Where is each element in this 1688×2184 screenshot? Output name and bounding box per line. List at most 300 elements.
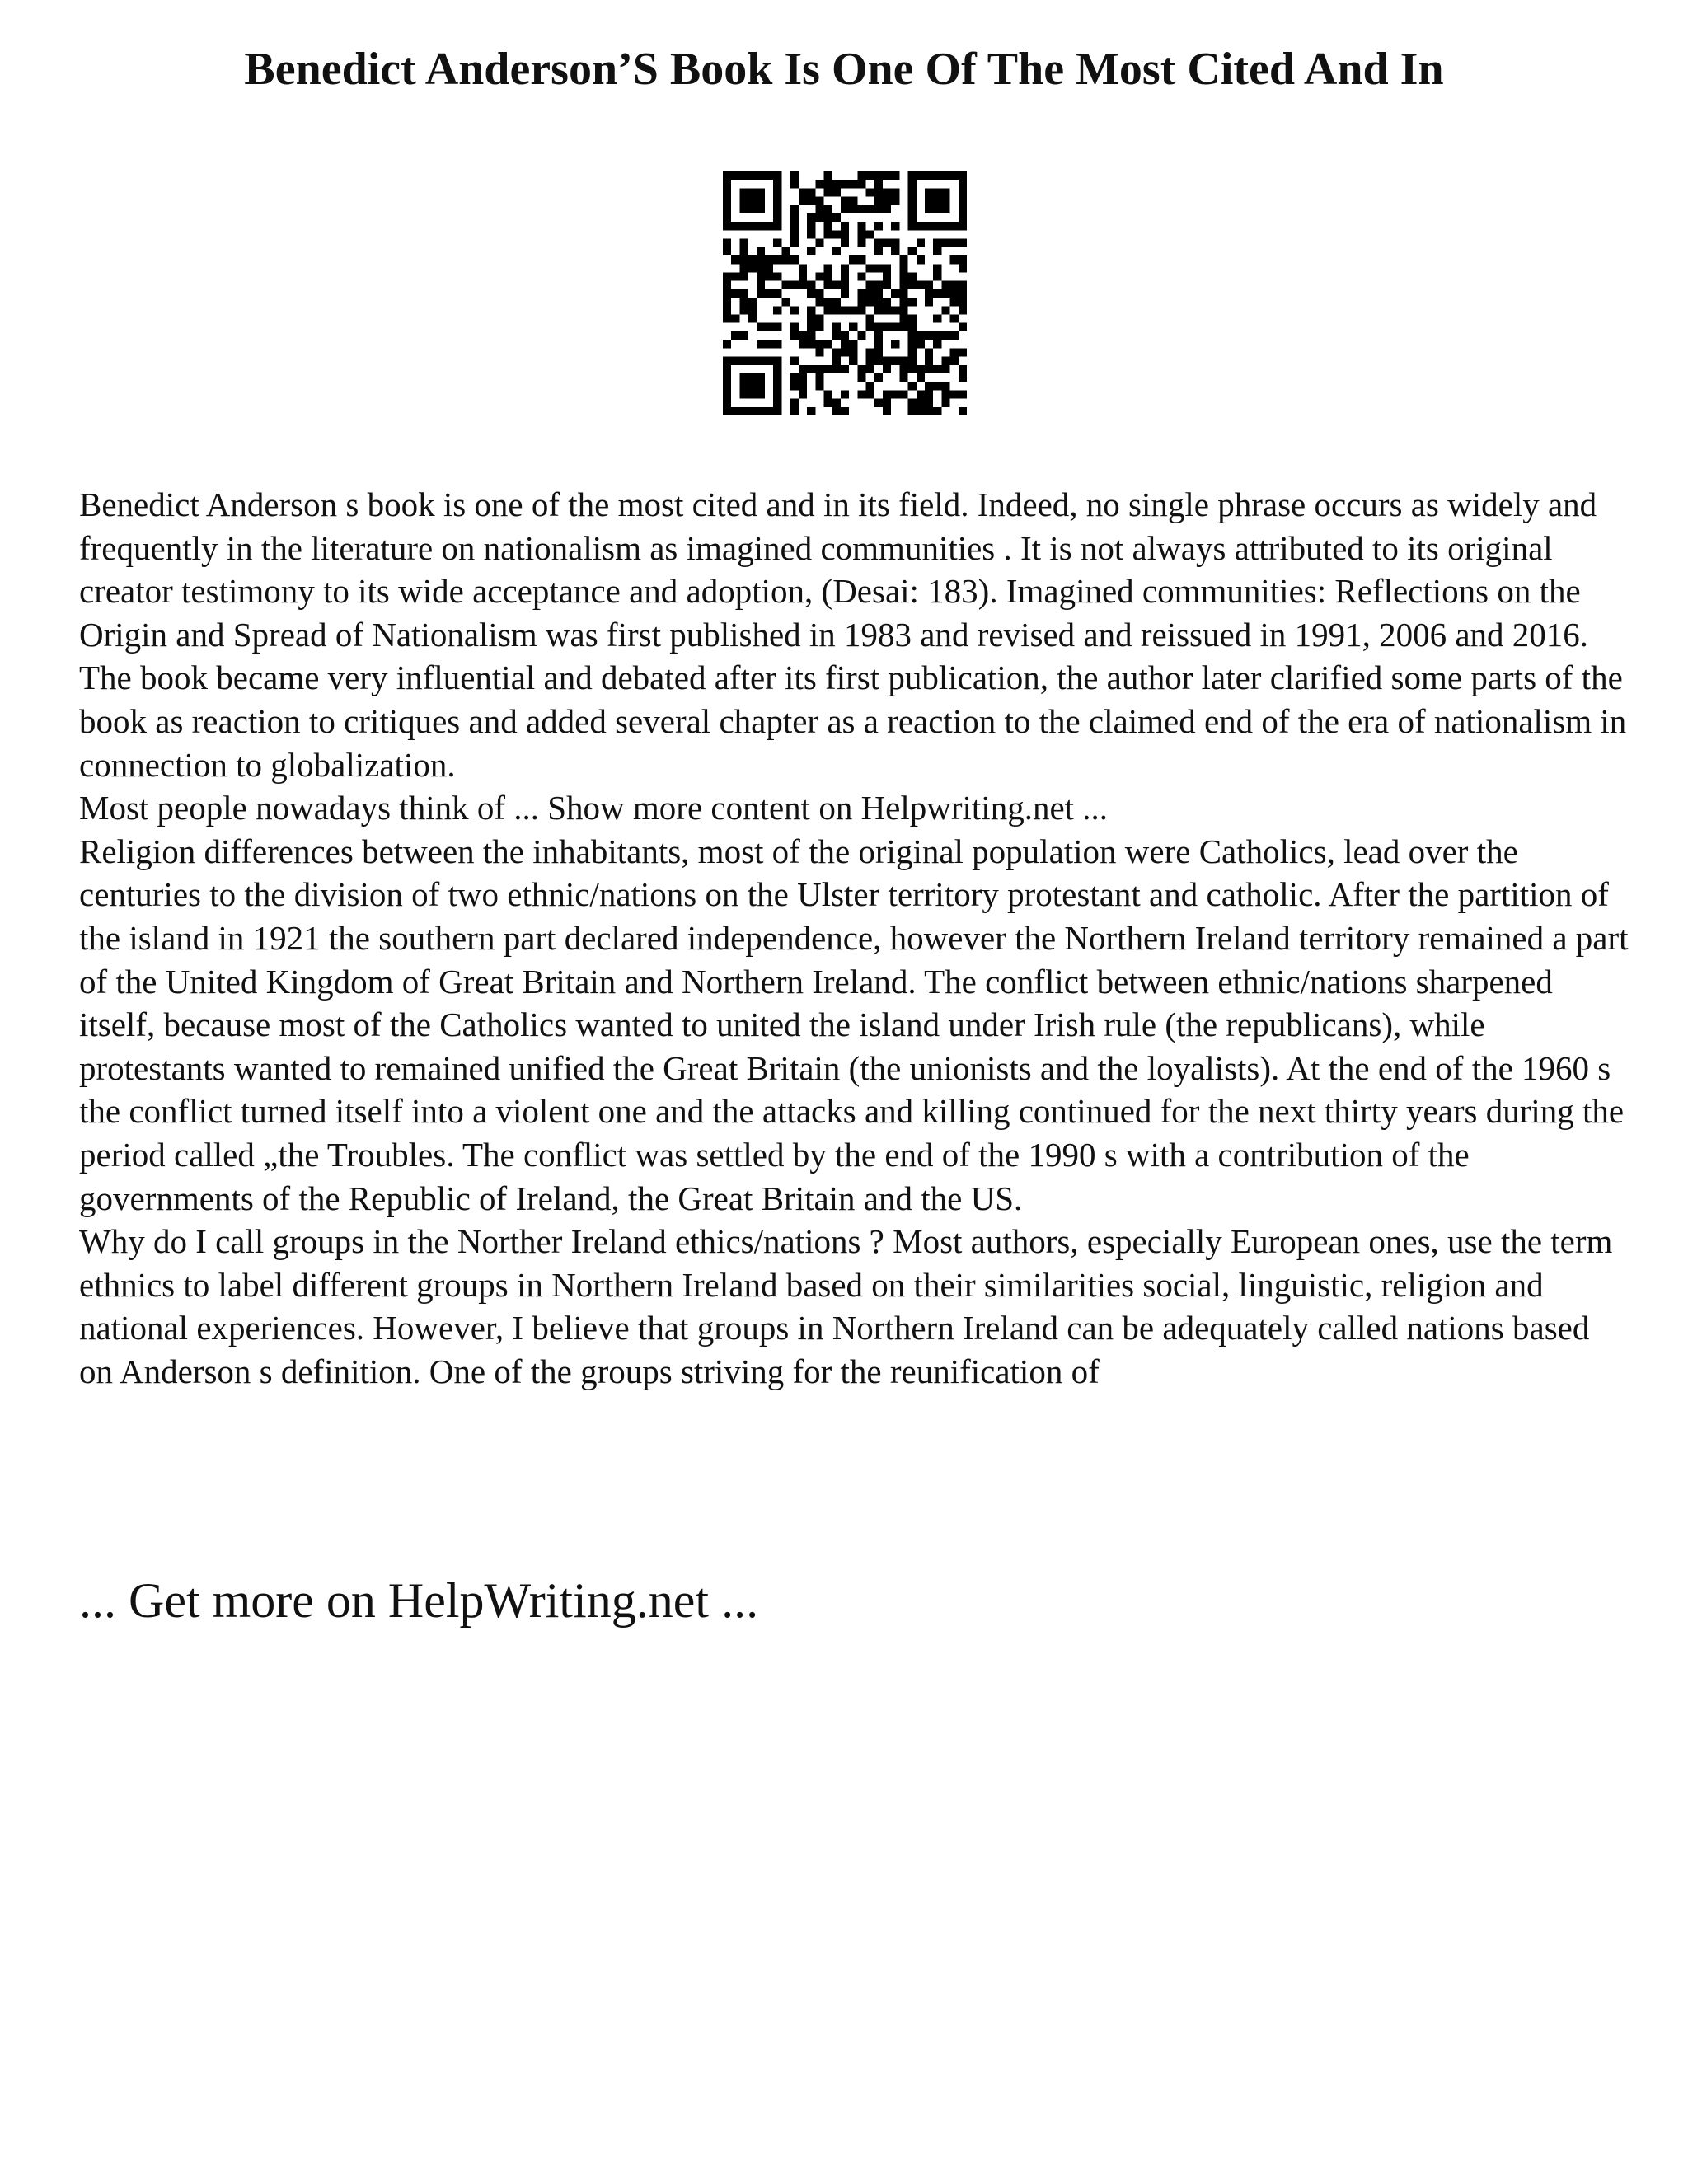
qr-module [723, 197, 731, 205]
qr-module [933, 315, 941, 323]
qr-module [723, 306, 731, 314]
qr-module [959, 323, 967, 331]
qr-module [723, 239, 731, 247]
qr-module [739, 197, 748, 205]
paragraph-2-teaser-link[interactable]: Most people nowadays think of ... Show more content on Helpwriting.net ... [79, 789, 1109, 827]
qr-module [815, 348, 823, 356]
qr-module [815, 323, 823, 331]
qr-module [757, 281, 765, 289]
qr-module [933, 407, 941, 415]
qr-module [950, 255, 959, 264]
qr-module [807, 340, 815, 348]
qr-module [781, 247, 790, 255]
qr-module [773, 306, 781, 314]
qr-module [908, 213, 917, 222]
qr-module [815, 298, 823, 306]
qr-module [933, 365, 941, 373]
qr-module [748, 298, 757, 306]
qr-module [899, 315, 907, 323]
document-title: Benedict Anderson’S Book Is One Of The Most Cited And In [244, 44, 1444, 95]
qr-module [899, 281, 907, 289]
qr-module [739, 298, 748, 306]
qr-module [739, 205, 748, 213]
qr-module [899, 272, 907, 280]
qr-module [866, 264, 874, 272]
qr-module [899, 373, 907, 382]
qr-module [925, 382, 933, 390]
qr-module [941, 281, 950, 289]
qr-module [841, 197, 849, 205]
qr-module [959, 171, 967, 180]
qr-module [815, 365, 823, 373]
qr-module [765, 357, 773, 365]
qr-module [773, 357, 781, 365]
qr-module [941, 289, 950, 298]
qr-module [891, 197, 899, 205]
qr-module [874, 281, 883, 289]
qr-module [757, 382, 765, 390]
qr-module [883, 365, 891, 373]
qr-module [765, 272, 773, 280]
qr-module [874, 323, 883, 331]
qr-module [765, 340, 773, 348]
qr-module [723, 365, 731, 373]
qr-module [832, 365, 841, 373]
qr-module [857, 331, 865, 340]
qr-module [731, 222, 739, 230]
qr-module [799, 281, 807, 289]
qr-module [959, 197, 967, 205]
qr-module [799, 331, 807, 340]
qr-module [941, 331, 950, 340]
qr-module [933, 247, 941, 255]
qr-module [723, 390, 731, 398]
qr-module [959, 205, 967, 213]
qr-module [941, 365, 950, 373]
qr-module [823, 390, 832, 398]
qr-module [925, 365, 933, 373]
qr-module [841, 230, 849, 238]
qr-module [925, 390, 933, 398]
qr-module [723, 340, 731, 348]
qr-module [857, 390, 865, 398]
qr-module [748, 188, 757, 196]
qr-module [773, 188, 781, 196]
qr-module [832, 306, 841, 314]
qr-module [773, 213, 781, 222]
qr-module [857, 298, 865, 306]
qr-module [874, 289, 883, 298]
qr-module [908, 188, 917, 196]
qr-module [748, 390, 757, 398]
qr-module [823, 298, 832, 306]
qr-module [823, 188, 832, 196]
qr-module [891, 188, 899, 196]
qr-module [857, 222, 865, 230]
qr-module [823, 340, 832, 348]
qr-module [773, 239, 781, 247]
qr-module [891, 222, 899, 230]
qr-module [823, 399, 832, 407]
qr-module [866, 315, 874, 323]
qr-module [841, 272, 849, 280]
qr-module [857, 255, 865, 264]
qr-module [739, 272, 748, 280]
qr-module [748, 373, 757, 382]
qr-module [908, 348, 917, 356]
qr-module [908, 222, 917, 230]
qr-module [950, 298, 959, 306]
qr-module [891, 357, 899, 365]
qr-module [739, 407, 748, 415]
qr-module [815, 239, 823, 247]
qr-module [883, 306, 891, 314]
qr-module [933, 340, 941, 348]
qr-module [959, 264, 967, 272]
qr-module [925, 197, 933, 205]
qr-module [841, 281, 849, 289]
qr-module [757, 289, 765, 298]
qr-module [933, 289, 941, 298]
qr-module [773, 205, 781, 213]
qr-module [857, 239, 865, 247]
qr-module [799, 197, 807, 205]
qr-module [773, 197, 781, 205]
qr-module [807, 407, 815, 415]
qr-module [891, 390, 899, 398]
qr-module [790, 171, 799, 180]
qr-module [849, 180, 857, 188]
qr-module [891, 306, 899, 314]
qr-module [874, 399, 883, 407]
qr-module [731, 272, 739, 280]
qr-module [757, 264, 765, 272]
qr-module [849, 255, 857, 264]
qr-module [841, 239, 849, 247]
qr-module [765, 171, 773, 180]
qr-module [917, 373, 925, 382]
qr-module [908, 281, 917, 289]
qr-module [908, 382, 917, 390]
qr-module [941, 399, 950, 407]
qr-module [815, 272, 823, 280]
qr-module [841, 407, 849, 415]
qr-module [731, 357, 739, 365]
qr-module [841, 205, 849, 213]
qr-module [866, 390, 874, 398]
qr-module [883, 188, 891, 196]
qr-module [757, 323, 765, 331]
qr-module [857, 365, 865, 373]
qr-module [823, 213, 832, 222]
qr-module [883, 281, 891, 289]
qr-module [959, 365, 967, 373]
qr-module [832, 188, 841, 196]
qr-module [857, 373, 865, 382]
qr-module [925, 399, 933, 407]
qr-module [790, 281, 799, 289]
qr-module [823, 205, 832, 213]
qr-module [773, 272, 781, 280]
qr-module [841, 306, 849, 314]
qr-module [959, 348, 967, 356]
qr-module [925, 205, 933, 213]
qr-module [748, 205, 757, 213]
qr-code-icon[interactable] [723, 171, 967, 415]
qr-module [757, 171, 765, 180]
qr-module [950, 171, 959, 180]
qr-module [739, 306, 748, 314]
qr-module [908, 315, 917, 323]
qr-module [723, 171, 731, 180]
qr-module [807, 365, 815, 373]
qr-module [757, 373, 765, 382]
qr-module [917, 390, 925, 398]
qr-module [883, 407, 891, 415]
qr-module [841, 390, 849, 398]
qr-module [950, 239, 959, 247]
qr-module [899, 264, 907, 272]
qr-module [917, 171, 925, 180]
qr-module [832, 298, 841, 306]
qr-module [773, 289, 781, 298]
qr-module [925, 289, 933, 298]
qr-module [891, 340, 899, 348]
qr-module [908, 171, 917, 180]
qr-module [917, 331, 925, 340]
qr-module [823, 272, 832, 280]
qr-module [874, 331, 883, 340]
qr-module [739, 382, 748, 390]
qr-module [799, 382, 807, 390]
qr-module [790, 306, 799, 314]
qr-module [950, 357, 959, 365]
qr-module [790, 407, 799, 415]
qr-module [866, 348, 874, 356]
qr-module [857, 205, 865, 213]
qr-module [857, 180, 865, 188]
qr-module [757, 188, 765, 196]
qr-module [883, 205, 891, 213]
qr-module [807, 323, 815, 331]
qr-module [773, 390, 781, 398]
qr-module [908, 357, 917, 365]
qr-module [773, 399, 781, 407]
qr-module [908, 331, 917, 340]
qr-module [807, 222, 815, 230]
qr-module [823, 230, 832, 238]
qr-module [891, 289, 899, 298]
qr-module [874, 197, 883, 205]
qr-module [739, 373, 748, 382]
qr-module [950, 390, 959, 398]
qr-module [823, 222, 832, 230]
qr-module [883, 399, 891, 407]
qr-module [866, 298, 874, 306]
qr-module [959, 281, 967, 289]
qr-module [723, 205, 731, 213]
qr-module [933, 382, 941, 390]
qr-module [757, 340, 765, 348]
qr-module [841, 180, 849, 188]
qr-module [941, 239, 950, 247]
qr-module [748, 197, 757, 205]
qr-module [866, 357, 874, 365]
qr-module [757, 407, 765, 415]
qr-module [925, 171, 933, 180]
paragraph-3: Religion differences between the inhabitants, most of the original population were Catholics, lead over the centuries to the division of two ethnic/nations on the Ulster territory protestant and catholic. After the partition of the island in 1921 the southern part declared independence, however the Northern Ireland territory remained a part of the United Kingdom of Great Britain and Northern Ireland. The conflict between ethnic/nations sharpened itself, because most of the Catholics wanted to united the island under Irish rule (the republicans), while protestants wanted to remained unified the Great Britain (the unionists and the loyalists). At the end of the 1960 s the conflict turned itself into a violent one and the attacks and killing continued for the next thirty years during the period called „the Troubles. The conflict was settled by the end of the 1990 s with a contribution of the governments of the Republic of Ireland, the Great Britain and the US. [79, 832, 1629, 1217]
qr-module [874, 306, 883, 314]
qr-module [891, 239, 899, 247]
qr-module [917, 281, 925, 289]
qr-module [807, 213, 815, 222]
qr-module [790, 230, 799, 238]
qr-module [832, 357, 841, 365]
qr-module [723, 272, 731, 280]
qr-module [723, 247, 731, 255]
qr-module [765, 255, 773, 264]
qr-module [950, 315, 959, 323]
qr-module [790, 180, 799, 188]
qr-module [807, 331, 815, 340]
qr-code-graphic [723, 171, 967, 415]
qr-module [799, 188, 807, 196]
qr-module [883, 171, 891, 180]
qr-module [748, 315, 757, 323]
qr-module [815, 205, 823, 213]
qr-module [857, 289, 865, 298]
qr-module [917, 222, 925, 230]
qr-module [823, 264, 832, 272]
qr-module [757, 390, 765, 398]
qr-module [891, 323, 899, 331]
qr-module [773, 365, 781, 373]
qr-module [874, 205, 883, 213]
qr-module [832, 399, 841, 407]
qr-module [723, 222, 731, 230]
qr-module [748, 306, 757, 314]
qr-module [841, 222, 849, 230]
qr-module [807, 306, 815, 314]
qr-module [739, 390, 748, 398]
qr-module [790, 239, 799, 247]
qr-module [739, 264, 748, 272]
qr-module [933, 239, 941, 247]
qr-module [765, 407, 773, 415]
qr-module [899, 289, 907, 298]
qr-module [950, 222, 959, 230]
qr-module [739, 222, 748, 230]
qr-module [739, 247, 748, 255]
qr-module [883, 357, 891, 365]
qr-module [799, 264, 807, 272]
qr-module [790, 331, 799, 340]
qr-module [908, 180, 917, 188]
qr-module [832, 407, 841, 415]
article-body [79, 483, 1629, 1393]
qr-module [925, 298, 933, 306]
qr-module [723, 315, 731, 323]
qr-module [933, 197, 941, 205]
qr-module [899, 390, 907, 398]
qr-module [790, 382, 799, 390]
qr-module [933, 264, 941, 272]
qr-module [739, 188, 748, 196]
qr-module [781, 255, 790, 264]
qr-module [773, 373, 781, 382]
qr-module [933, 331, 941, 340]
qr-module [757, 205, 765, 213]
qr-module [891, 247, 899, 255]
qr-module [950, 348, 959, 356]
qr-module [874, 357, 883, 365]
qr-module [874, 180, 883, 188]
qr-module [723, 188, 731, 196]
qr-module [765, 323, 773, 331]
qr-module [959, 298, 967, 306]
get-more-link[interactable]: ... Get more on HelpWriting.net ... [79, 1573, 759, 1628]
qr-module [925, 222, 933, 230]
qr-module [731, 289, 739, 298]
qr-module [899, 255, 907, 264]
qr-module [841, 264, 849, 272]
qr-module [874, 264, 883, 272]
qr-module [933, 222, 941, 230]
qr-module [917, 340, 925, 348]
qr-module [874, 298, 883, 306]
qr-module [731, 315, 739, 323]
qr-module [832, 180, 841, 188]
qr-module [941, 205, 950, 213]
qr-module [773, 180, 781, 188]
qr-module [815, 180, 823, 188]
qr-module [883, 264, 891, 272]
qr-module [748, 264, 757, 272]
qr-module [959, 180, 967, 188]
qr-module [866, 365, 874, 373]
qr-module [832, 323, 841, 331]
qr-module [849, 348, 857, 356]
qr-module [941, 306, 950, 314]
qr-module [731, 331, 739, 340]
qr-module [799, 340, 807, 348]
qr-module [941, 390, 950, 398]
qr-module [832, 348, 841, 356]
qr-module [757, 247, 765, 255]
qr-module [899, 357, 907, 365]
qr-module [823, 171, 832, 180]
qr-module [933, 205, 941, 213]
qr-module [757, 255, 765, 264]
qr-module [723, 373, 731, 382]
qr-module [841, 348, 849, 356]
qr-module [933, 272, 941, 280]
qr-module [933, 171, 941, 180]
qr-module [799, 373, 807, 382]
qr-module [748, 382, 757, 390]
qr-module [917, 407, 925, 415]
qr-module [815, 213, 823, 222]
qr-module [807, 188, 815, 196]
qr-module [917, 255, 925, 264]
qr-module [908, 365, 917, 373]
qr-module [823, 180, 832, 188]
qr-module [908, 323, 917, 331]
qr-module [950, 281, 959, 289]
qr-module [925, 331, 933, 340]
qr-module [723, 399, 731, 407]
qr-module [799, 365, 807, 373]
